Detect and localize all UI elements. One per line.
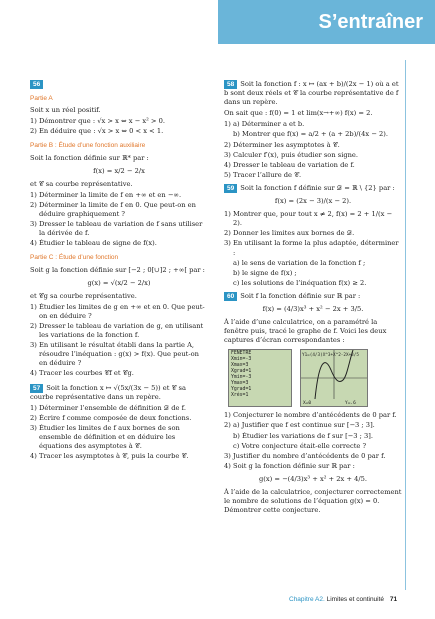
exercise-56 [30, 80, 208, 379]
graph-y-readout: Y=.6 [345, 401, 356, 407]
ex60-q3: 3) Justifier du nombre d’antécédents de 0 par f. [224, 451, 386, 460]
page-footer [289, 596, 397, 603]
ex59-equation: f(x) = (2x − 3)/(x − 2). [274, 197, 352, 206]
part-c-intro: Soit g la fonction définie sur [−2 ; 0[∪]2 ; +∞[ par : [30, 265, 205, 274]
ex60-q2b: b) Étudier les variations de f sur [−3 ; 3]. [233, 431, 374, 440]
part-c-title: Partie C : Étude d’une fonction [30, 254, 119, 262]
graph-formula: Y1=(4/3)X^3+X^2-2X+3/5 [302, 353, 359, 359]
part-c-q1: 1) Étudier les limites de g en +∞ et en 0. Que peut-on en déduire ? [30, 302, 205, 320]
graph-x-readout: X=0 [303, 401, 312, 407]
ex57-q4: 4) Tracer les asymptotes à 𝒞, puis la courbe 𝒞. [30, 452, 189, 461]
screen-line: Ygrad=1 [231, 386, 252, 392]
part-a-q1: 1) Démontrer que : √x > x ⇔ x − x² > 0. [30, 117, 166, 126]
chapter-label: Chapitre A2. [289, 596, 325, 603]
ex58-known: On sait que : f(0) = 1 et lim(x→+∞) f(x) = 2. [224, 109, 373, 118]
part-b-title: Partie B : Étude d’une fonction auxiliaire [30, 142, 146, 150]
part-b-q4: 4) Étudier le tableau de signe de f(x). [30, 239, 157, 248]
screen-line: Xmax=3 [231, 363, 249, 369]
screen-line: Xrés=1 [231, 392, 249, 398]
screen-line: FENETRE [231, 351, 252, 357]
calculator-graph-screen [300, 349, 368, 407]
ex59-q3c: c) les solutions de l’inéquation f(x) ≥ 2. [233, 278, 367, 287]
ex58-q2: 2) Déterminer les asymptotes à 𝒞. [224, 140, 340, 149]
part-c-q4: 4) Tracer les courbes 𝒞f et 𝒞g. [30, 369, 134, 378]
exercise-57 [30, 384, 208, 462]
margin-rule [405, 60, 406, 590]
exercise-60 [224, 292, 402, 515]
ex59-q1: 1) Montrer que, pour tout x ≠ 2, f(x) = 2 + 1/(x − 2). [224, 210, 393, 228]
part-a-q2: 2) En déduire que : √x > x ⇔ 0 < x < 1. [30, 127, 164, 136]
ex59-q2: 2) Donner les limites aux bornes de 𝒟. [224, 229, 355, 238]
ex60-calc-text: À l’aide d’une calculatrice, on a paramétré la fenêtre puis, tracé le graphe de f. Voici les deux captures d’écran correspondantes : [224, 318, 387, 345]
part-a-title: Partie A [30, 95, 53, 103]
ex60-q2c: c) Votre conjecture était-elle correcte ? [233, 441, 367, 450]
calculator-screens [228, 349, 402, 407]
ex60-q4-equation: g(x) = −(4/3)x³ + x² + 2x + 4/5. [258, 474, 368, 483]
part-b-q1: 1) Déterminer la limite de f en +∞ et en −∞. [30, 190, 182, 199]
part-b-q3: 3) Dresser le tableau de variation de f sans utiliser la dérivée de f. [30, 220, 203, 238]
screen-line: Xgrad=1 [231, 369, 252, 375]
screen-line: Ymax=3 [231, 380, 249, 386]
ex57-intro: Soit la fonction x ↦ √(5x/(3x − 5)) et 𝒞 sa courbe représentative dans un repère. [30, 383, 186, 401]
ex58-q1b: b) Montrer que f(x) = a/2 + (a + 2b)/(4x − 2). [233, 130, 389, 139]
exercise-number: 60 [224, 292, 237, 301]
part-c-q3: 3) En utilisant le résultat établi dans la partie A, résoudre l’inéquation : g(x) > f(x). Que peut-on en déduire ? [30, 341, 199, 368]
exercise-59 [224, 184, 402, 288]
ex58-q4: 4) Dresser le tableau de variation de f. [224, 160, 355, 169]
graph-plot [301, 350, 367, 406]
part-c-q2: 2) Dresser le tableau de variation de g, en utilisant les variations de la fonction f. [30, 321, 204, 340]
ex60-q4-text: À l’aide de la calculatrice, conjecturer correctement le nombre de solutions de l’équation g(x) = 0. Démontrer cette conjecture. [224, 488, 402, 515]
exercise-58 [224, 80, 402, 180]
ex59-intro: Soit la fonction f définie sur 𝒟 = ℝ \ {2} par : [240, 183, 395, 192]
part-c-curve: et 𝒞g sa courbe représentative. [30, 291, 137, 300]
part-b-intro: Soit la fonction définie sur ℝ* par : [30, 153, 149, 162]
ex58-q3: 3) Calculer f′(x), puis étudier son signe. [224, 150, 359, 159]
ex58-q5: 5) Tracer l’allure de 𝒞. [224, 170, 302, 179]
exercise-number: 58 [224, 80, 237, 89]
exercise-number: 59 [224, 184, 237, 193]
part-a-intro: Soit x un réel positif. [30, 106, 101, 115]
part-b-curve: et 𝒞 sa courbe représentative. [30, 179, 133, 188]
page-header-band [218, 0, 435, 44]
ex60-q1: 1) Conjecturer le nombre d’antécédents de 0 par f. [224, 411, 397, 420]
page-number: 71 [389, 596, 398, 603]
part-b-equation: f(x) = x/2 − 2/x [93, 166, 145, 175]
ex57-q1: 1) Déterminer l’ensemble de définition 𝒟 de f. [30, 403, 186, 412]
screen-line: Ymin=-3 [231, 374, 252, 380]
ex57-q2: 2) Écrire f comme composée de deux fonctions. [30, 413, 192, 422]
ex58-intro: Soit la fonction f : x ↦ (ax + b)/(2x − 1) où a et b sont deux réels et 𝒞 la courbe représentative de f dans un repère. [224, 80, 399, 107]
exercise-number: 56 [30, 80, 43, 89]
part-b-q2: 2) Déterminer la limite de f en 0. Que peut-on en déduire graphiquement ? [30, 200, 196, 219]
section-title: S’entraîner [318, 11, 423, 33]
left-column [30, 80, 208, 462]
right-column [224, 80, 402, 517]
ex60-intro: Soit f la fonction définie sur ℝ par : [240, 291, 361, 300]
calculator-window-screen [228, 349, 292, 407]
ex57-q3: 3) Étudier les limites de f aux bornes de son ensemble de définition et en déduire les équations des asymptotes à 𝒞. [30, 423, 180, 451]
chapter-title: Limites et continuité [326, 596, 385, 603]
ex59-q3a: a) le sens de variation de la fonction f ; [233, 258, 366, 267]
screen-line: Xmin=-3 [231, 357, 252, 363]
part-c-equation: g(x) = √(x/2 − 2/x) [87, 278, 151, 287]
ex58-q1: 1) a) Déterminer a et b. [224, 120, 305, 129]
ex59-q3b: b) le signe de f(x) ; [233, 268, 297, 277]
ex59-q3: 3) En utilisant la forme la plus adaptée, déterminer : [224, 239, 399, 257]
exercise-number: 57 [30, 384, 43, 393]
ex60-equation: f(x) = (4/3)x³ + x² − 2x + 3/5. [262, 304, 364, 313]
ex60-q2a: 2) a) Justifier que f est continue sur [−3 ; 3]. [224, 421, 375, 430]
ex60-q4: 4) Soit g la fonction définie sur ℝ par : [224, 461, 355, 470]
